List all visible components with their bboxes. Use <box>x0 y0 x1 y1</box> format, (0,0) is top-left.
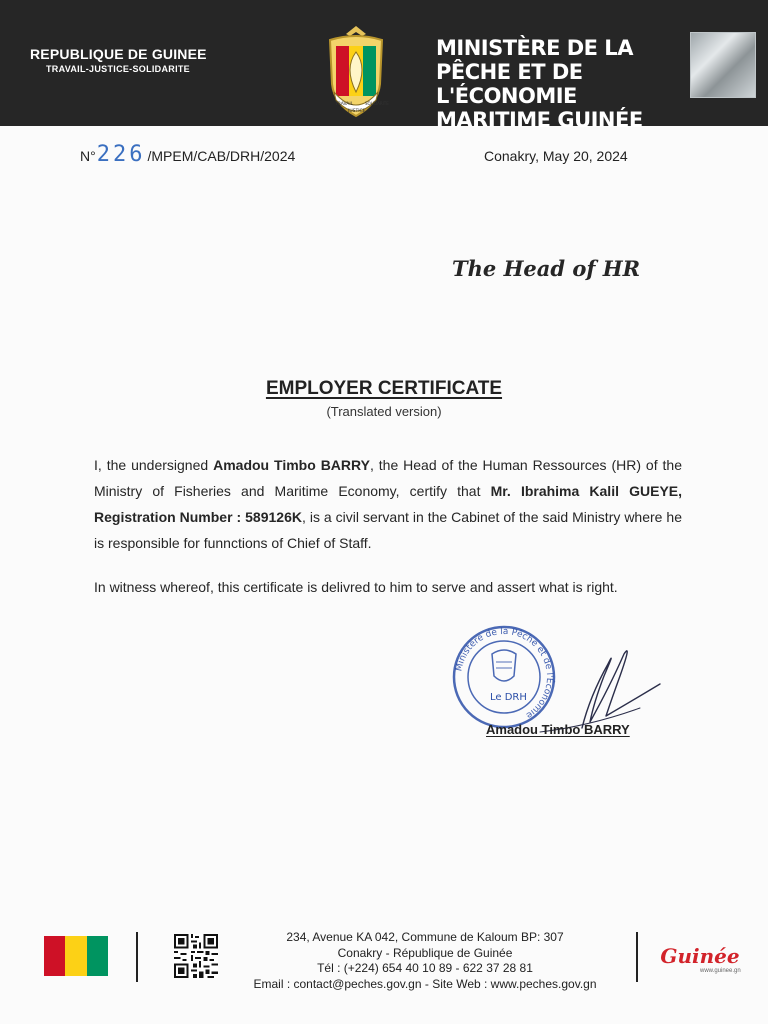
coat-text-middle: JUSTICE <box>348 109 366 114</box>
footer-city: Conakry - République de Guinée <box>337 945 513 960</box>
p1-intro: I, the undersigned <box>94 457 214 473</box>
document-date: Conakry, May 20, 2024 <box>484 148 628 164</box>
signatory-name: Amadou Timbo BARRY <box>486 722 630 737</box>
certificate-paragraph-2: In witness whereof, this certificate is delivred to him to serve and assert what is right. <box>94 579 618 595</box>
footer-email-web: Email : contact@peches.gov.gn - Site Web : www.peches.gov.gn <box>253 976 597 991</box>
republic-motto: TRAVAIL-JUSTICE-SOLIDARITE <box>46 64 190 74</box>
guinea-flag-icon <box>44 936 108 976</box>
certificate-title-text: EMPLOYER CERTIFICATE <box>265 378 503 399</box>
p1-middle: , the Head of the Human Ressources (HR) of the Ministry of Fisheries and Maritime Economy, certify that <box>94 457 682 499</box>
p1-employee: Mr. Ibrahima Kalil GUEYE, Registration Number : 589126K <box>94 483 683 525</box>
hologram-seal <box>690 32 756 98</box>
guinee-brand-url: www.guinee.gn <box>700 968 741 974</box>
footer-divider-left <box>136 932 138 982</box>
footer-phone: Tél : (+224) 654 40 10 89 - 622 37 28 81 <box>317 961 533 975</box>
reference-code: /MPEM/CAB/DRH/2024 <box>147 148 296 164</box>
ministry-line-2: L'ÉCONOMIE MARITIME GUINÉE <box>436 84 643 132</box>
stamp-ring-text: Ministère de la Pêche et de l'Économie <box>454 626 555 721</box>
handwritten-signature <box>520 636 670 736</box>
republic-name: REPUBLIQUE DE GUINEE <box>30 46 207 62</box>
reference-prefix: N° <box>80 148 96 164</box>
certificate-paragraph-1 <box>94 452 682 556</box>
letterhead-band <box>0 0 768 132</box>
addressee: The Head of HR <box>452 256 641 281</box>
footer-contact <box>200 930 650 992</box>
ministry-line-1: MINISTÈRE DE LA PÊCHE ET DE <box>436 36 633 84</box>
certificate-subtitle: (Translated version) <box>326 404 442 419</box>
stamp-center-text: Le DRH <box>490 692 527 703</box>
reference-serial: 226 <box>96 142 146 167</box>
coat-text-right: SOLIDARITE <box>365 101 389 106</box>
ministry-name <box>436 36 676 132</box>
guinee-brand-logo: Guinée <box>660 944 740 968</box>
reference-number <box>80 142 295 166</box>
footer-address: 234, Avenue KA 042, Commune de Kaloum BP: 307 <box>286 930 564 944</box>
coat-text-left: TRAVAIL <box>335 102 354 107</box>
p1-end: , is a civil servant in the Cabinet of the said Ministry where he is responsible for funnctions of Chief of Staff. <box>94 509 683 551</box>
footer-divider-right <box>636 932 638 982</box>
certificate-title <box>0 378 768 400</box>
p1-signatory-name: Amadou Timbo BARRY <box>213 457 370 473</box>
coat-of-arms-icon <box>308 22 404 122</box>
